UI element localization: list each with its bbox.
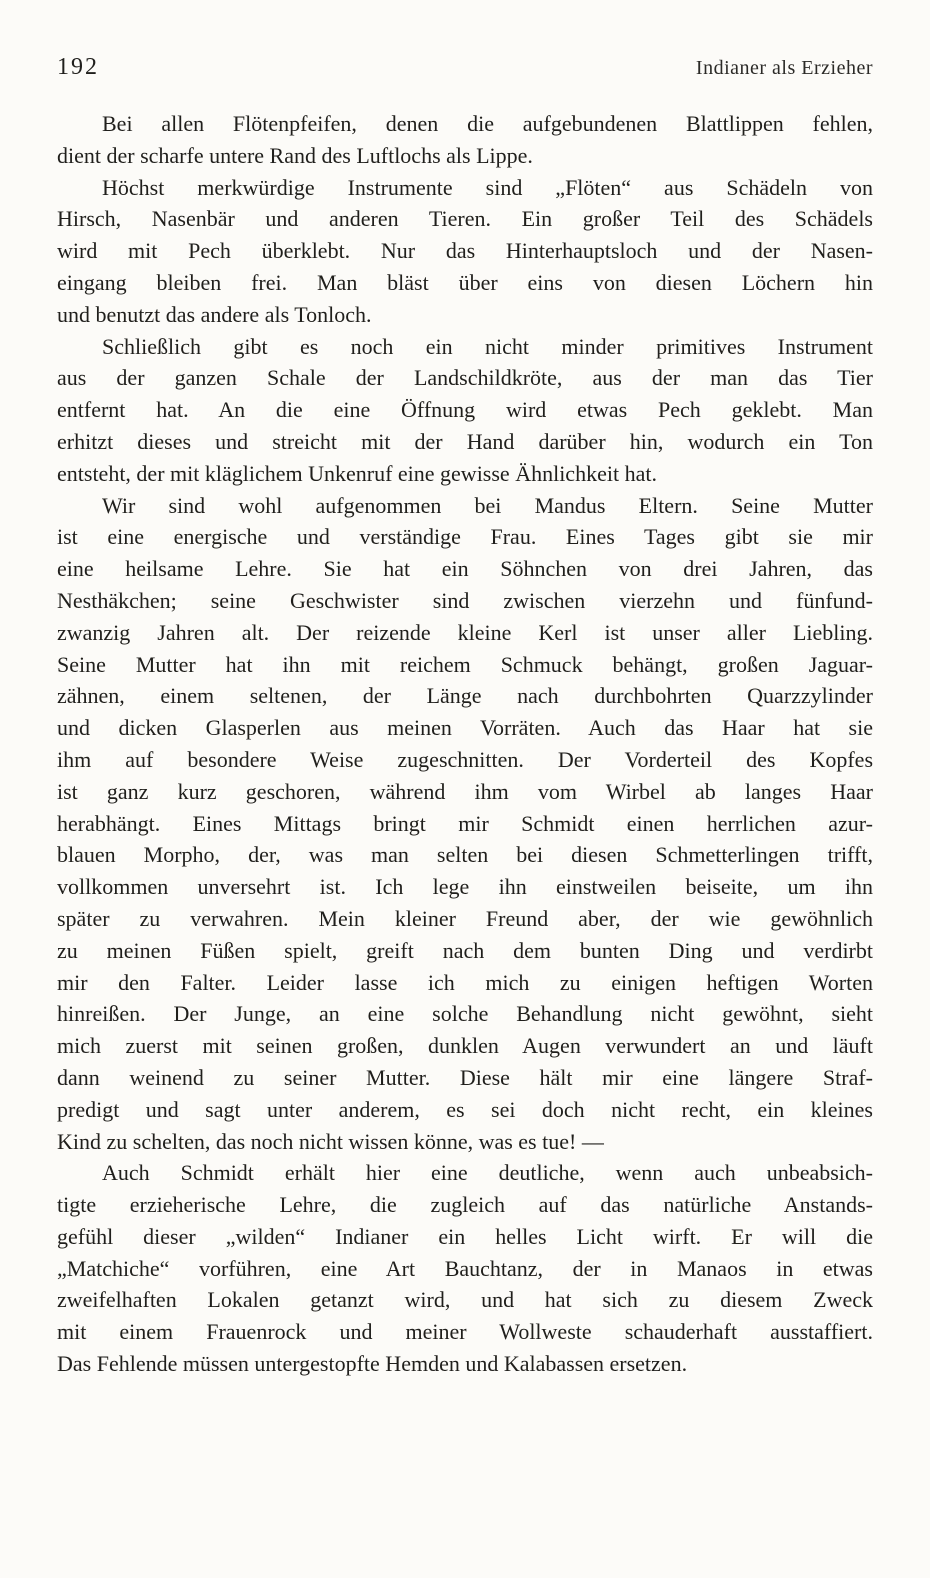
- text-line: gefühl dieser „wilden“ Indianer ein helles Licht wirft. Er will die: [57, 1223, 873, 1249]
- text-line: predigt und sagt unter anderem, es sei doch nicht recht, ein kleines: [57, 1096, 873, 1122]
- text-line: wird mit Pech überklebt. Nur das Hinterhauptsloch und der Nasen-: [57, 238, 873, 264]
- text-line: dient der scharfe untere Rand des Luftlochs als Lippe.: [57, 142, 533, 168]
- text-line: Kind zu schelten, das noch nicht wissen könne, was es tue! —: [57, 1128, 604, 1154]
- text-line: aus der ganzen Schale der Landschildkröte, aus der man das Tier: [57, 365, 873, 391]
- text-line: hinreißen. Der Junge, an eine solche Behandlung nicht gewöhnt, sieht: [57, 1001, 873, 1027]
- paragraph: [57, 108, 873, 172]
- text-line: ist eine energische und verständige Frau. Eines Tages gibt sie mir: [57, 524, 873, 550]
- text-line: Wir sind wohl aufgenommen bei Mandus Eltern. Seine Mutter: [102, 492, 873, 518]
- paragraph: [57, 331, 873, 490]
- text-line: und benutzt das andere als Tonloch.: [57, 301, 372, 327]
- page-number: 192: [57, 54, 99, 80]
- text-line: tigte erzieherische Lehre, die zugleich auf das natürliche Anstands-: [57, 1192, 873, 1218]
- text-line: mich zuerst mit seinen großen, dunklen Augen verwundert an und läuft: [57, 1033, 873, 1059]
- text-line: Hirsch, Nasenbär und anderen Tieren. Ein großer Teil des Schädels: [57, 206, 873, 232]
- text-line: dann weinend zu seiner Mutter. Diese hält mir eine längere Straf-: [57, 1064, 873, 1090]
- text-line: zwanzig Jahren alt. Der reizende kleine Kerl ist unser aller Liebling.: [57, 619, 873, 645]
- text-line: mit einem Frauenrock und meiner Wollweste schauderhaft ausstaffiert.: [57, 1319, 873, 1345]
- text-line: herabhängt. Eines Mittags bringt mir Schmidt einen herrlichen azur-: [57, 810, 873, 836]
- text-line: zu meinen Füßen spielt, greift nach dem bunten Ding und verdirbt: [57, 937, 873, 963]
- text-line: mir den Falter. Leider lasse ich mich zu einigen heftigen Worten: [57, 969, 873, 995]
- text-line: erhitzt dieses und streicht mit der Hand darüber hin, wodurch ein Ton: [57, 428, 873, 454]
- text-line: zähnen, einem seltenen, der Länge nach durchbohrten Quarzzylinder: [57, 683, 873, 709]
- text-line: und dicken Glasperlen aus meinen Vorräten. Auch das Haar hat sie: [57, 715, 873, 741]
- text-line: „Matchiche“ vorführen, eine Art Bauchtanz, der in Manaos in etwas: [57, 1255, 873, 1281]
- text-line: Seine Mutter hat ihn mit reichem Schmuck behängt, großen Jaguar-: [57, 651, 873, 677]
- text-line: Schließlich gibt es noch ein nicht minder primitives Instrument: [102, 333, 873, 359]
- text-line: Nesthäkchen; seine Geschwister sind zwischen vierzehn und fünfund-: [57, 587, 873, 613]
- text-line: entfernt hat. An die eine Öffnung wird etwas Pech geklebt. Man: [57, 397, 873, 423]
- text-line: entsteht, der mit kläglichem Unkenruf eine gewisse Ähnlichkeit hat.: [57, 460, 657, 486]
- text-line: später zu verwahren. Mein kleiner Freund aber, der wie gewöhnlich: [57, 905, 873, 931]
- text-line: Das Fehlende müssen untergestopfte Hemden und Kalabassen ersetzen.: [57, 1351, 688, 1377]
- page-header: [57, 54, 873, 81]
- paragraph: [57, 1157, 873, 1380]
- text-line: blauen Morpho, der, was man selten bei diesen Schmetterlingen trifft,: [57, 842, 873, 868]
- text-line: eine heilsame Lehre. Sie hat ein Söhnchen von drei Jahren, das: [57, 556, 873, 582]
- text-line: Bei allen Flötenpfeifen, denen die aufgebundenen Blattlippen fehlen,: [102, 111, 873, 136]
- paragraph: [57, 172, 873, 331]
- text-line: ist ganz kurz geschoren, während ihm vom Wirbel ab langes Haar: [57, 778, 873, 804]
- text-line: ihm auf besondere Weise zugeschnitten. Der Vorderteil des Kopfes: [57, 746, 873, 772]
- text-line: Höchst merkwürdige Instrumente sind „Flöten“ aus Schädeln von: [102, 174, 873, 200]
- page-body: [57, 108, 873, 1380]
- text-line: eingang bleiben frei. Man bläst über eins von diesen Löchern hin: [57, 269, 873, 295]
- text-line: zweifelhaften Lokalen getanzt wird, und hat sich zu diesem Zweck: [57, 1287, 873, 1313]
- text-line: vollkommen unversehrt ist. Ich lege ihn einstweilen beiseite, um ihn: [57, 874, 873, 900]
- text-line: Auch Schmidt erhält hier eine deutliche, wenn auch unbeabsich-: [102, 1160, 873, 1186]
- paragraph: [57, 490, 873, 1158]
- running-title: Indianer als Erzieher: [695, 57, 873, 79]
